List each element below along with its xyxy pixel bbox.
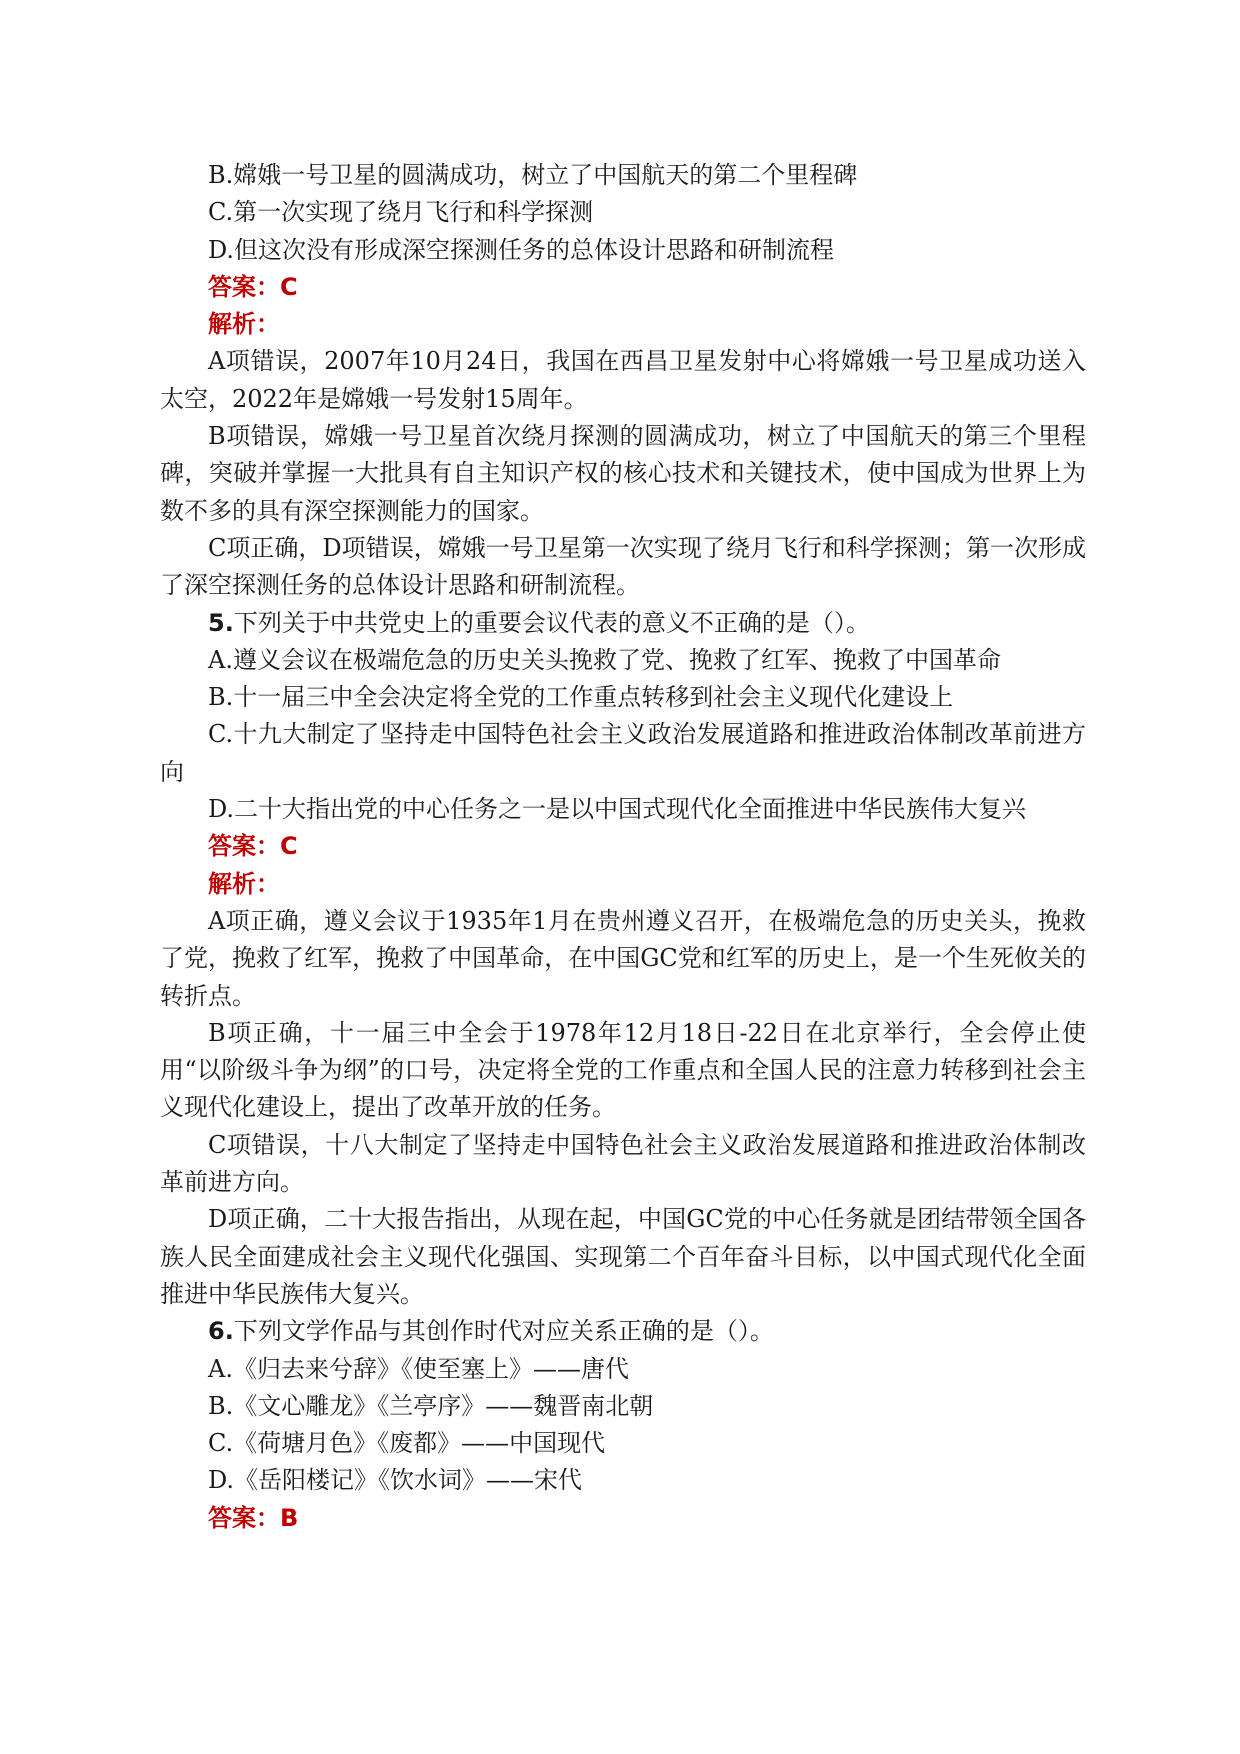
q5-analysis-paragraph: C项错误，十八大制定了坚持走中国特色社会主义政治发展道路和推进政治体制改革前进方向。 [160,1130,1086,1197]
q5-option-c: C.十九大制定了坚持走中国特色社会主义政治发展道路和推进政治体制改革前进方向 [160,720,1086,786]
prev-option-d: D.但这次没有形成深空探测任务的总体设计思路和研制流程 [208,235,835,264]
question-5-number: 5. [208,608,234,637]
q6-option-b: B.《文心雕龙》《兰亭序》——魏晋南北朝 [208,1391,654,1420]
q5-option-b: B.十一届三中全会决定将全党的工作重点转移到社会主义现代化建设上 [208,683,954,712]
question-6-number: 6. [208,1317,234,1346]
q6-answer: 答案：B [208,1503,299,1532]
q5-analysis-paragraph: D项正确，二十大报告指出，从现在起，中国GC党的中心任务就是团结带领全国各族人民全面建成社会主义现代化强国、实现第二个百年奋斗目标，以中国式现代化全面推进中华民族伟大复兴。 [160,1205,1086,1308]
q6-option-c: C.《荷塘月色》《废都》——中国现代 [208,1429,606,1458]
question-5 [160,605,1086,642]
q5-answer: 答案：C [208,832,298,861]
q5-analysis-paragraph: A项正确，遵义会议于1935年1月在贵州遵义召开，在极端危急的历史关头，挽救了党，挽救了红军，挽救了中国革命，在中国GC党和红军的历史上，是一个生死攸关的转折点。 [160,906,1086,1010]
prev-option-b: B.嫦娥一号卫星的圆满成功，树立了中国航天的第二个里程碑 [208,161,858,189]
prev-analysis-label: 解析： [208,310,280,339]
question-6-stem: 下列文学作品与其创作时代对应关系正确的是（）。 [233,1317,774,1346]
prev-analysis-paragraph: C项正确，D项错误，嫦娥一号卫星第一次实现了绕月飞行和科学探测；第一次形成了深空探测任务的总体设计思路和研制流程。 [160,533,1086,600]
prev-analysis-paragraph: B项错误，嫦娥一号卫星首次绕月探测的圆满成功，树立了中国航天的第三个里程碑，突破并掌握一大批具有自主知识产权的核心技术和关键技术，使中国成为世界上为数不多的具有深空探测能力的国家。 [160,422,1086,525]
q5-option-d: D.二十大指出党的中心任务之一是以中国式现代化全面推进中华民族伟大复兴 [208,795,1027,824]
question-5-stem: 下列关于中共党史上的重要会议代表的意义不正确的是（）。 [233,608,870,637]
prev-answer: 答案：C [208,272,298,301]
q5-analysis-paragraph: B项正确，十一届三中全会于1978年12月18日-22日在北京举行，全会停止使用“以阶级斗争为纲”的口号，决定将全党的工作重点和全国人民的注意力转移到社会主义现代化建设上，提出了改革开放的任务。 [160,1018,1086,1122]
q6-option-d: D.《岳阳楼记》《饮水词》——宋代 [208,1466,583,1495]
question-6 [160,1313,1086,1350]
prev-option-c: C.第一次实现了绕月飞行和科学探测 [208,198,594,227]
q6-option-a: A.《归去来兮辞》《使至塞上》——唐代 [208,1354,629,1383]
q5-option-a: A.遵义会议在极端危急的历史关头挽救了党、挽救了红军、挽救了中国革命 [208,645,1001,674]
q5-analysis-label: 解析： [208,869,280,898]
prev-analysis-paragraph: A项错误，2007年10月24日，我国在西昌卫星发射中心将嫦娥一号卫星成功送入太空，2022年是嫦娥一号发射15周年。 [160,347,1086,413]
document-content [160,157,1086,1537]
